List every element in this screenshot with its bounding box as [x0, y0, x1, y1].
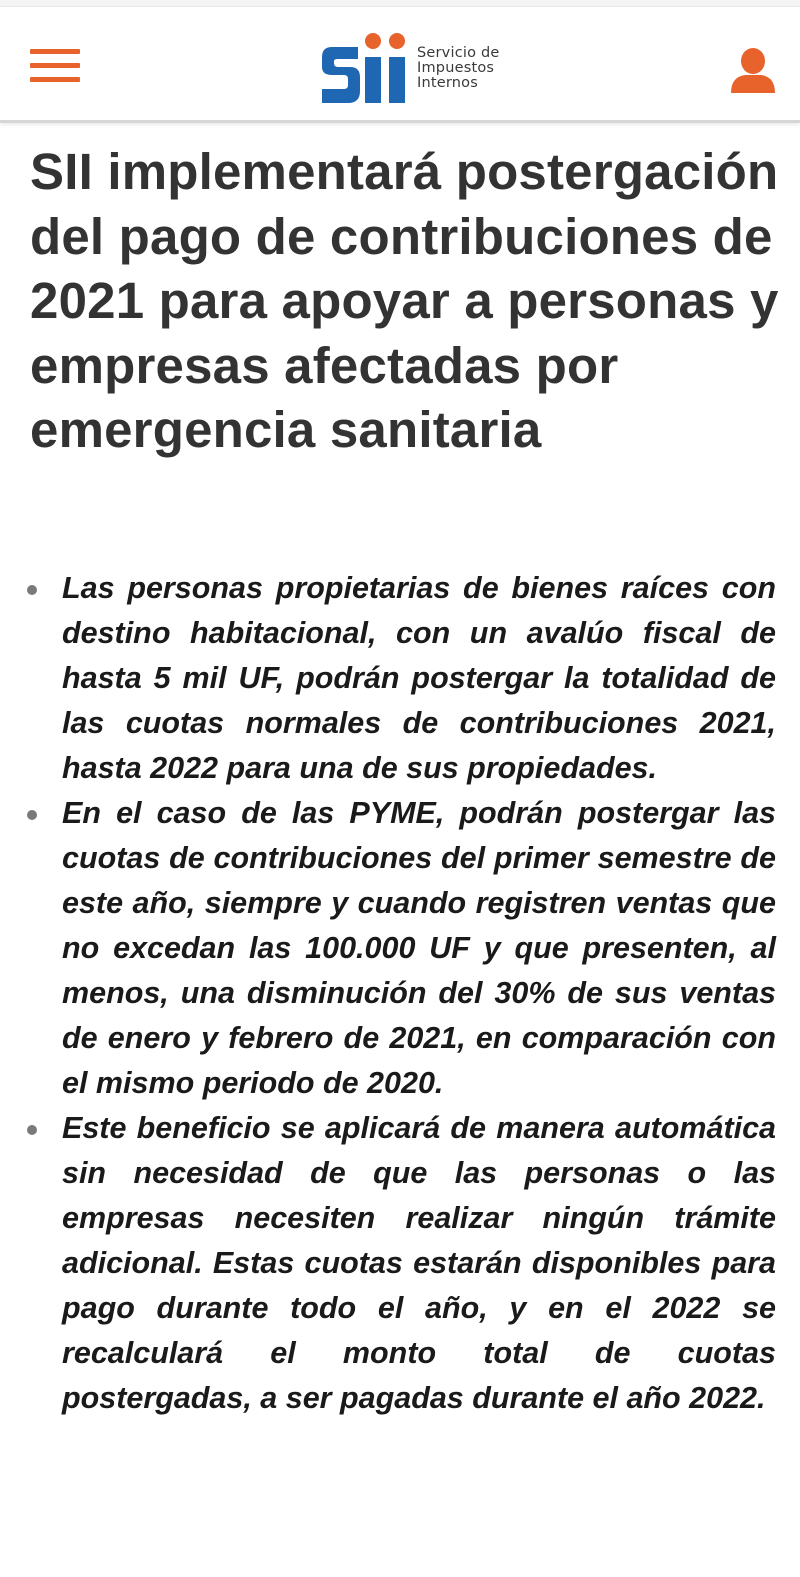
user-icon-svg [729, 47, 777, 93]
status-strip [0, 0, 800, 7]
hamburger-menu-icon[interactable] [30, 47, 82, 87]
bullet-item [0, 1106, 800, 1421]
sii-logo-mark [318, 29, 414, 105]
bullet-dot-icon [27, 1125, 37, 1135]
logo-text-line: Impuestos [417, 60, 495, 76]
bullet-dot-icon [27, 585, 37, 595]
menu-bar [30, 77, 80, 82]
bullet-text: En el caso de las PYME, podrán postergar las cuotas de contribuciones del primer semestre de este año, siempre y cuando registren ventas que no excedan las 100.000 UF y que presenten, al menos, una disminución del 30% de sus ventas de enero y febrero de 2021, en comparación con el mismo periodo de 2020. [62, 796, 776, 1100]
menu-bar [30, 49, 80, 54]
bullet-text: Este beneficio se aplicará de manera automática sin necesidad de que las personas o las empresas necesiten realizar ningún trámite adicional. Estas cuotas estarán disponibles para pago durante todo el año, y en el 2022 se recalculará el monto total de cuotas postergadas, a ser pagadas durante el año 2022. [62, 1111, 776, 1415]
article-title: SII implementará postergación del pago de contribuciones de 2021 para apoyar a personas y empresas afectadas por emergencia sanitaria [30, 143, 779, 458]
bullet-text: Las personas propietarias de bienes raíces con destino habitacional, con un avalúo fiscal de hasta 5 mil UF, podrán postergar la totalidad de las cuotas normales de contribuciones 2021, hasta 2022 para una de sus propiedades. [62, 571, 776, 785]
bullet-item [0, 566, 800, 791]
user-icon[interactable] [729, 47, 777, 93]
article-bullet-list [0, 566, 800, 1421]
site-header [0, 7, 800, 123]
bullet-item [0, 791, 800, 1106]
logo-text-line: Servicio de [417, 45, 500, 61]
logo-text-line: Internos [417, 75, 478, 91]
sii-logo-text [417, 46, 500, 91]
bullet-dot-icon [27, 810, 37, 820]
sii-logo[interactable] [318, 29, 528, 105]
menu-bar [30, 63, 80, 68]
